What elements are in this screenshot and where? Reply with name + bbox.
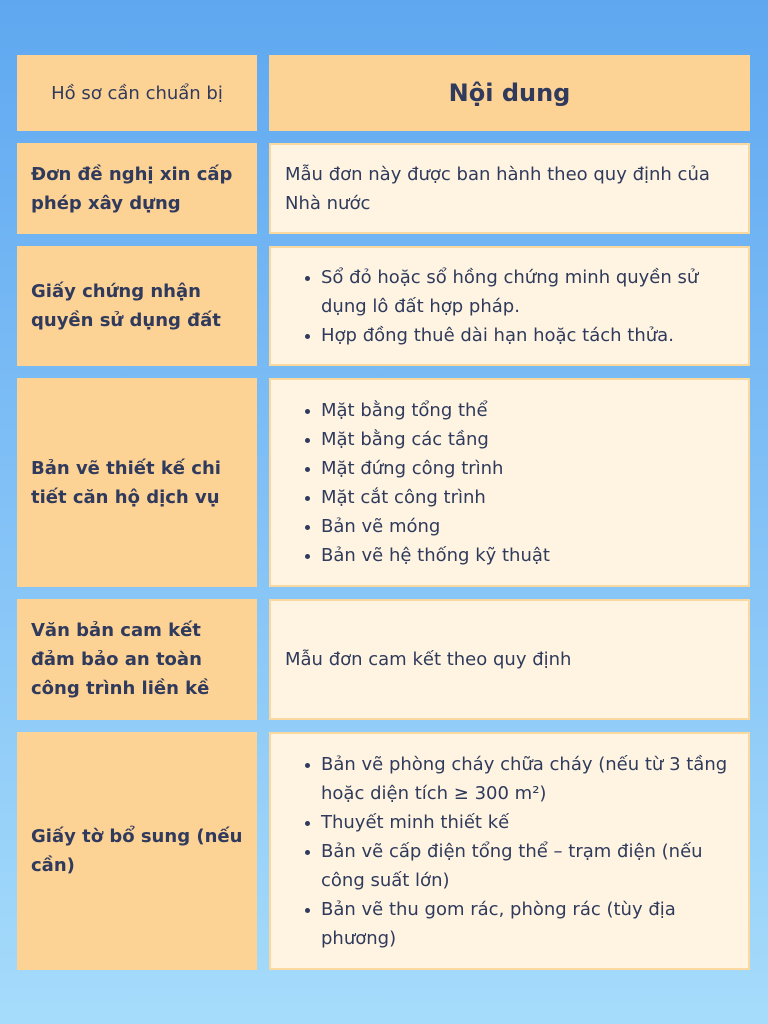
table-row	[17, 378, 750, 587]
requirements-table	[17, 55, 750, 982]
row-title: Giấy tờ bổ sung (nếu cần)	[17, 732, 257, 970]
row-content	[269, 246, 750, 366]
row-title: Đơn đề nghị xin cấp phép xây dựng	[17, 143, 257, 234]
list-item: • Mặt bằng tổng thể	[321, 396, 550, 425]
bullet-list	[285, 750, 734, 953]
list-item: • Mặt cắt công trình	[321, 483, 550, 512]
bullet-list	[285, 396, 550, 570]
table-row	[17, 143, 750, 234]
table-row	[17, 732, 750, 970]
list-item: • Thuyết minh thiết kế	[321, 808, 734, 837]
bullet-list	[285, 263, 734, 350]
table-row	[17, 246, 750, 366]
row-title: Giấy chứng nhận quyền sử dụng đất	[17, 246, 257, 366]
list-item: • Bản vẽ cấp điện tổng thể – trạm điện (nếu công suất lớn)	[321, 837, 734, 895]
header-content-cell: Nội dung	[269, 55, 750, 131]
list-item: • Mặt đứng công trình	[321, 454, 550, 483]
header-documents-cell: Hồ sơ cần chuẩn bị	[17, 55, 257, 131]
row-content	[269, 378, 750, 587]
row-title: Văn bản cam kết đảm bảo an toàn công trình liền kề	[17, 599, 257, 720]
table-header-row	[17, 55, 750, 131]
table-row	[17, 599, 750, 720]
list-item: • Bản vẽ phòng cháy chữa cháy (nếu từ 3 tầng hoặc diện tích ≥ 300 m²)	[321, 750, 734, 808]
list-item: • Bản vẽ hệ thống kỹ thuật	[321, 541, 550, 570]
row-content	[269, 143, 750, 234]
row-text: Mẫu đơn cam kết theo quy định	[285, 649, 572, 670]
list-item: • Bản vẽ thu gom rác, phòng rác (tùy địa phương)	[321, 895, 734, 953]
list-item: • Hợp đồng thuê dài hạn hoặc tách thửa.	[321, 321, 734, 350]
list-item: • Mặt bằng các tầng	[321, 425, 550, 454]
row-title: Bản vẽ thiết kế chi tiết căn hộ dịch vụ	[17, 378, 257, 587]
row-text: Mẫu đơn này được ban hành theo quy định của Nhà nước	[285, 163, 710, 214]
row-content	[269, 732, 750, 970]
row-content	[269, 599, 750, 720]
list-item: • Sổ đỏ hoặc sổ hồng chứng minh quyền sử dụng lô đất hợp pháp.	[321, 263, 734, 321]
list-item: • Bản vẽ móng	[321, 512, 550, 541]
